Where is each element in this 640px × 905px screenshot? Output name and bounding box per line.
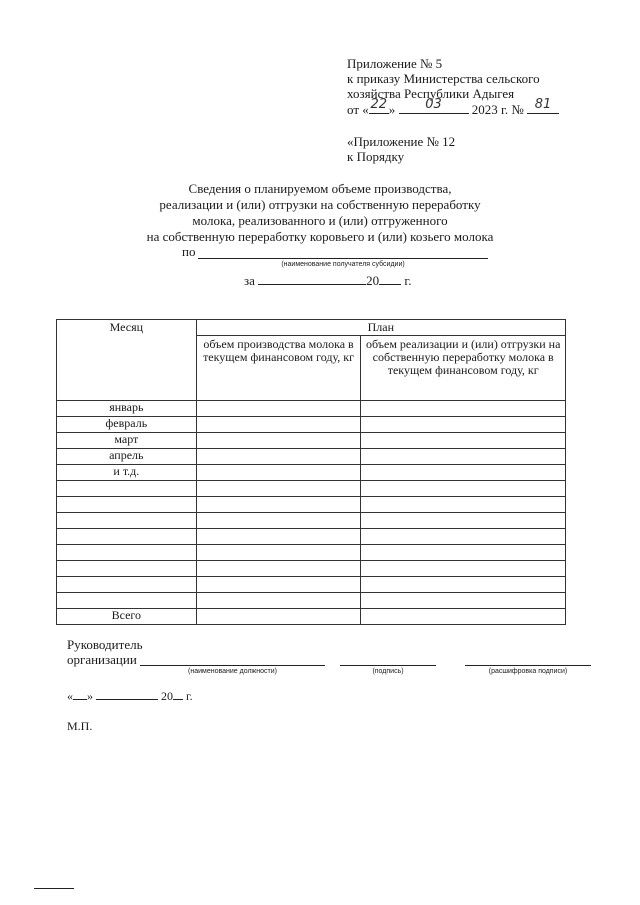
title-line: на собственную переработку коровьего и (или) козьего молока [146, 229, 494, 244]
value-cell[interactable] [196, 561, 361, 577]
value-cell[interactable] [361, 529, 566, 545]
month-cell [57, 529, 197, 545]
month-cell: январь [57, 401, 197, 417]
month-cell [57, 545, 197, 561]
month-cell: февраль [57, 417, 197, 433]
value-cell[interactable] [361, 593, 566, 609]
date-month: 03 [425, 97, 442, 112]
position-caption: (наименование должности) [188, 668, 277, 675]
month-cell: март [57, 433, 197, 449]
value-cell[interactable] [361, 481, 566, 497]
order-number-field [527, 97, 559, 114]
ministry-name: хозяйства Республики Адыгея [347, 86, 515, 101]
value-cell[interactable] [196, 465, 361, 481]
value-cell[interactable] [361, 561, 566, 577]
signature-date-line [67, 689, 193, 704]
value-cell[interactable] [196, 449, 361, 465]
appendix-12-title: «Приложение № 12 [347, 134, 456, 149]
value-cell[interactable] [196, 481, 361, 497]
title-line: Сведения о планируемом объеме производства, [188, 181, 452, 196]
period-line [244, 272, 412, 289]
order-number: 81 [534, 97, 552, 112]
position-line [140, 665, 325, 666]
plan-table [56, 319, 566, 625]
value-cell[interactable] [196, 433, 361, 449]
g-label: г. [186, 689, 193, 703]
value-cell[interactable] [361, 545, 566, 561]
za-label: за [244, 273, 255, 288]
month-cell: и т.д. [57, 465, 197, 481]
signature-line [340, 665, 436, 666]
quote-close: » [87, 689, 93, 703]
period-field [258, 272, 366, 285]
recipient-underline [198, 258, 488, 259]
head-label: Руководитель [67, 637, 143, 652]
day-field [73, 689, 87, 700]
from-label: от [347, 102, 360, 117]
month-cell [57, 593, 197, 609]
value-cell[interactable] [196, 497, 361, 513]
value-cell[interactable] [196, 609, 361, 625]
month-cell [57, 497, 197, 513]
value-cell[interactable] [361, 497, 566, 513]
month-cell: апрель [57, 449, 197, 465]
order-date-line: от « 22 » 03 2023 г. № 81 [347, 101, 559, 118]
value-cell[interactable] [196, 513, 361, 529]
value-cell[interactable] [361, 465, 566, 481]
value-cell[interactable] [361, 417, 566, 433]
decoding-line [465, 665, 591, 666]
date-day: 22 [370, 97, 388, 112]
twenty-label: 20 [161, 689, 173, 703]
year-number-label: 2023 г. № [471, 102, 524, 117]
value-cell[interactable] [196, 417, 361, 433]
value-cell[interactable] [361, 609, 566, 625]
header-sales: объем реализации и (или) отгрузки на собственную переработку молока в текущем финансовом году, кг [361, 336, 566, 401]
value-cell[interactable] [361, 513, 566, 529]
value-cell[interactable] [196, 529, 361, 545]
value-cell[interactable] [196, 577, 361, 593]
value-cell[interactable] [361, 449, 566, 465]
procedure-reference: к Порядку [347, 149, 405, 164]
document-title [130, 181, 510, 245]
quote-open: « [67, 689, 73, 703]
signature-caption: (подпись) [372, 668, 404, 675]
year-field [173, 689, 183, 700]
header-month: Месяц [57, 320, 197, 401]
year-field [379, 272, 401, 285]
value-cell[interactable] [196, 593, 361, 609]
date-month-field [399, 97, 469, 114]
g-label: г. [404, 273, 412, 288]
value-cell[interactable] [196, 401, 361, 417]
value-cell[interactable] [196, 545, 361, 561]
month-cell [57, 577, 197, 593]
month-cell [57, 513, 197, 529]
decoding-caption: (расшифровка подписи) [488, 668, 568, 675]
header-production: объем производства молока в текущем финансовом году, кг [196, 336, 361, 401]
footnote-separator [34, 888, 74, 889]
value-cell[interactable] [361, 401, 566, 417]
order-reference: к приказу Министерства сельского [347, 71, 540, 86]
organization-label: организации [67, 652, 137, 667]
month-field [96, 689, 158, 700]
title-line: реализации и (или) отгрузки на собственную переработку [159, 197, 481, 212]
total-cell: Всего [57, 609, 197, 625]
header-plan: План [196, 320, 565, 336]
appendix-title: Приложение № 5 [347, 56, 443, 71]
recipient-caption: (наименование получателя субсидии) [281, 261, 405, 268]
po-label: по [182, 244, 196, 259]
twenty-label: 20 [366, 273, 380, 288]
value-cell[interactable] [361, 433, 566, 449]
title-line: молока, реализованного и (или) отгруженного [192, 213, 448, 228]
date-day-field [369, 97, 389, 114]
value-cell[interactable] [361, 577, 566, 593]
month-cell [57, 481, 197, 497]
stamp-label: М.П. [67, 719, 93, 733]
month-cell [57, 561, 197, 577]
